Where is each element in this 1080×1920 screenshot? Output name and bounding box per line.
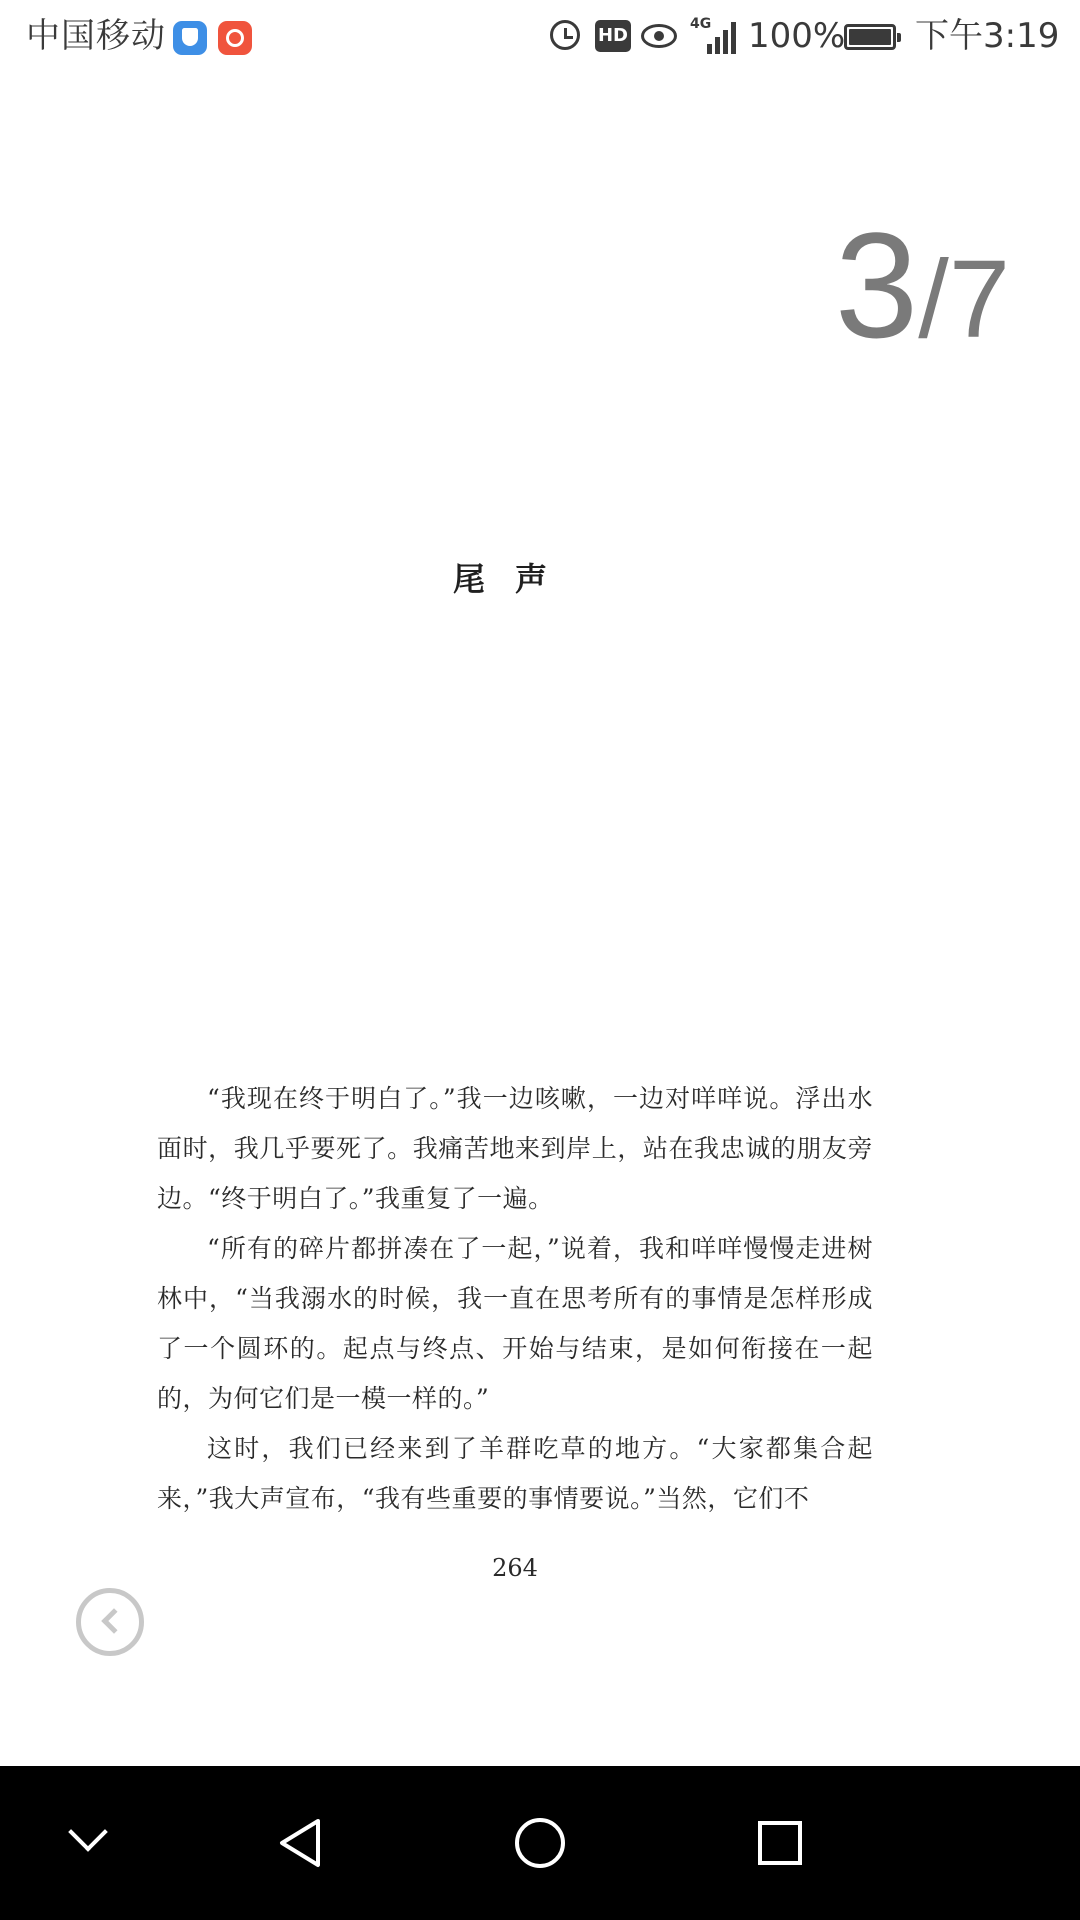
- status-clock: 下午3:19: [915, 16, 1060, 56]
- back-button[interactable]: [240, 1766, 360, 1920]
- recent-apps-button[interactable]: [720, 1766, 840, 1920]
- total-pages: 7: [948, 238, 1010, 361]
- home-circle-icon: [510, 1813, 570, 1873]
- back-triangle-icon: [270, 1813, 330, 1873]
- chapter-title: 尾声: [452, 560, 577, 598]
- chevron-left-icon: [101, 1608, 126, 1633]
- battery-icon: [844, 24, 896, 50]
- page-body-text: [157, 1074, 873, 1524]
- page-counter: [834, 201, 1010, 369]
- navigation-bar: [0, 1766, 1080, 1920]
- paragraph: “我现在终于明白了。”我一边咳嗽，一边对咩咩说。浮出水面时，我几乎要死了。我痛苦地来到岸上，站在我忠诚的朋友旁边。“终于明白了。”我重复了一遍。: [157, 1084, 873, 1213]
- carrier-name: 中国移动: [26, 16, 166, 56]
- paragraph: “所有的碎片都拼凑在了一起，”说着，我和咩咩慢慢走进树林中，“当我溺水的时候，我一直在思考所有的事情是怎样形成了一个圆环的。起点与终点、开始与结束，是如何衔接在一起的，为何它们是一模一样的。”: [157, 1234, 873, 1413]
- alarm-icon: [550, 20, 580, 50]
- page-separator: /: [918, 238, 949, 361]
- chevron-down-icon: [68, 1812, 108, 1852]
- battery-percent: 100%: [748, 16, 846, 56]
- network-type: 4G: [690, 16, 712, 32]
- paragraph: 这时，我们已经来到了羊群吃草的地方。“大家都集合起来，”我大声宣布，“我有些重要的事情要说。”当然，它们不: [157, 1434, 873, 1513]
- signal-icon: [705, 18, 741, 54]
- home-button[interactable]: [480, 1766, 600, 1920]
- app-notification-icon: [218, 21, 252, 55]
- hide-navbar-button[interactable]: [30, 1766, 150, 1920]
- previous-page-button[interactable]: [76, 1588, 144, 1656]
- book-page-number: 264: [492, 1554, 538, 1582]
- recent-square-icon: [750, 1813, 810, 1873]
- status-bar: [0, 0, 1080, 74]
- current-page-number: 3: [834, 201, 919, 369]
- hd-icon: HD: [595, 20, 631, 52]
- shield-icon: [173, 21, 207, 55]
- eye-icon: [641, 24, 677, 48]
